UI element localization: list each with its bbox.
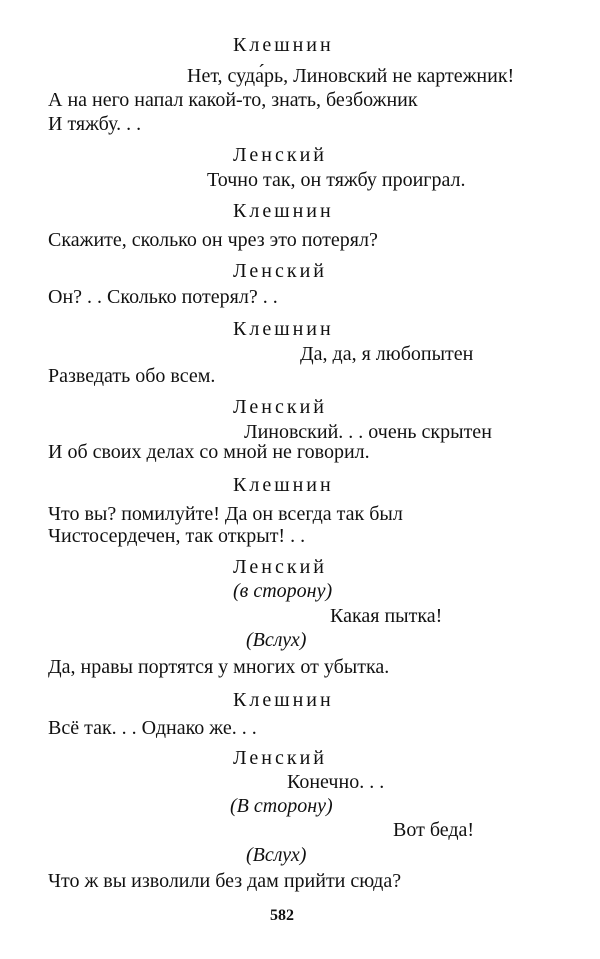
speaker-name: Клешнин [233,689,334,711]
verse-line: Да, нравы портятся у многих от убытка. [48,656,390,678]
stage-direction: (Вслух) [246,844,307,866]
speaker-name: Клешнин [233,34,334,56]
verse-line: Чистосердечен, так открыт! . . [48,525,306,547]
verse-line: А на него напал какой-то, знать, безбожник [48,89,418,111]
verse-line: Скажите, сколько он чрез это потерял? [48,229,378,251]
verse-line: Вот беда! [393,819,475,841]
verse-line: И тяжбу. . . [48,113,142,135]
speaker-name: Клешнин [233,318,334,340]
verse-line: Он? . . Сколько потерял? . . [48,286,278,308]
verse-line: Какая пытка! [330,605,443,627]
verse-line: Линовский. . . очень скрытен [244,421,492,443]
verse-line: Нет, суда́рь, Линовский не картежник! [187,65,515,87]
speaker-name: Ленский [233,144,328,166]
verse-line: И об своих делах со мной не говорил. [48,441,370,463]
stage-direction: (в сторону) [233,580,333,602]
speaker-name: Ленский [233,396,328,418]
stage-direction: (В сторону) [230,795,333,817]
verse-line: Всё так. . . Однако же. . . [48,717,257,739]
verse-line: Да, да, я любопытен [300,343,474,365]
verse-line: Разведать обо всем. [48,365,216,387]
speaker-name: Клешнин [233,200,334,222]
verse-line: Конечно. . . [287,771,385,793]
verse-line: Что ж вы изволили без дам прийти сюда? [48,870,402,892]
verse-line: Что вы? помилуйте! Да он всегда так был [48,503,403,525]
speaker-name: Ленский [233,556,328,578]
stage-direction: (Вслух) [246,629,307,651]
speaker-name: Ленский [233,260,328,282]
verse-line: Точно так, он тяжбу проиграл. [207,169,466,191]
speaker-name: Ленский [233,747,328,769]
page-number: 582 [270,907,294,924]
speaker-name: Клешнин [233,474,334,496]
